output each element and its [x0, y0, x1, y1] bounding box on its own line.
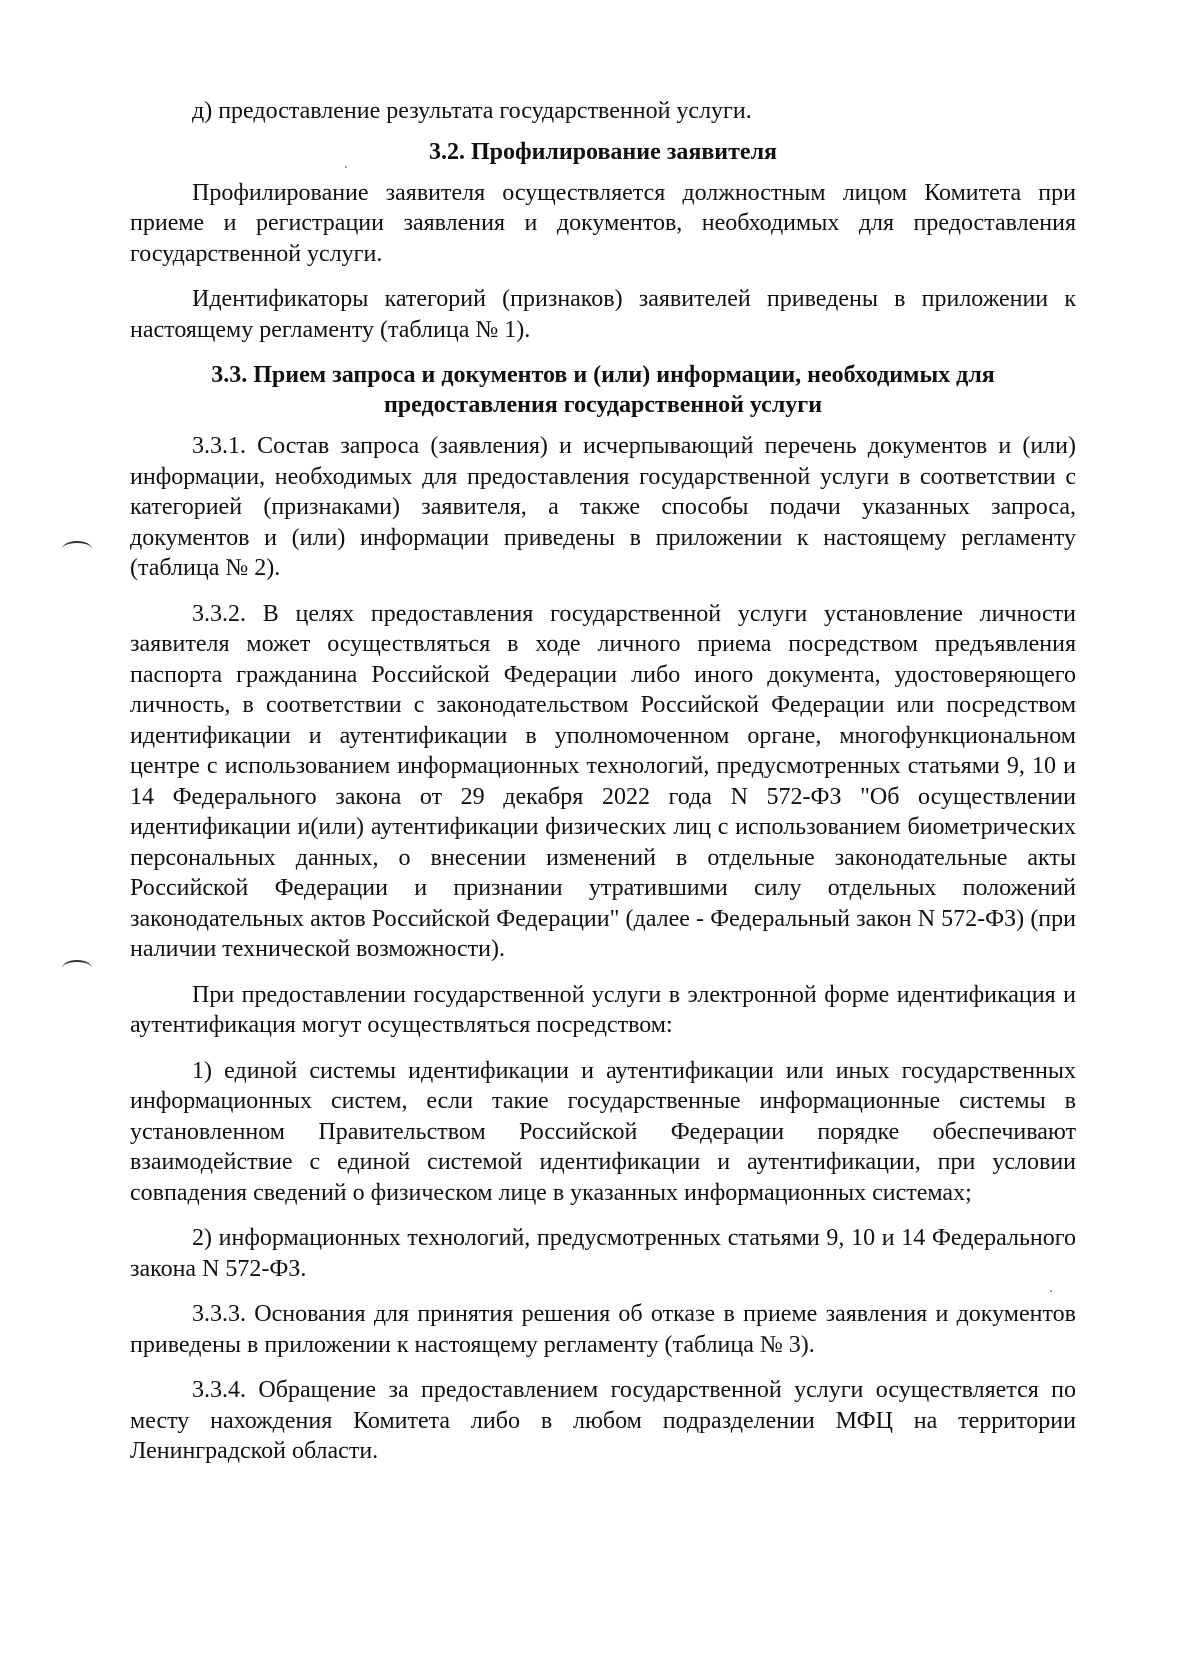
paragraph-3-2-profiling: Профилирование заявителя осуществляется должностным лицом Комитета при приеме и регистрации заявления и документов, необходимых для предоставления государственной услуги. [130, 179, 1076, 267]
paragraph-3-3-3: 3.3.3. Основания для принятия решения об отказе в приеме заявления и документов приведены в приложении к настоящему регламенту (таблица № 3). [130, 1301, 1076, 1358]
paragraph-3-3-2: 3.3.2. В целях предоставления государственной услуги установление личности заявителя может осуществляться в ходе личного приема посредством предъявления паспорта гражданина Российской Федерации либо иного документа, удостоверяющего личность, в соответствии с законодательством Российской Федерации или посредством идентификации и аутентификации в уполномоченном органе, многофункциональном центре с использованием информационных технологий, предусмотренных статьями 9, 10 и 14 Федерального закона от 29 декабря 2022 года N 572-ФЗ "Об осуществлении идентификации и(или) аутентификации физических лиц с использованием биометрических персональных данных, о внесении изменений в отдельные законодательные акты Российской Федерации и признании утратившими силу отдельных положений законодательных актов Российской Федерации" (далее - Федеральный закон N 572-ФЗ) (при наличии технической возможности). [130, 600, 1076, 962]
paragraph-electronic-form: При предоставлении государственной услуги в электронной форме идентификация и аутентификация могут осуществляться посредством: [130, 981, 1076, 1038]
list-item-2: 2) информационных технологий, предусмотренных статьями 9, 10 и 14 Федерального закона N 572-ФЗ. [130, 1225, 1076, 1282]
list-item-1: 1) единой системы идентификации и аутентификации или иных государственных информационных систем, если такие государственные информационные системы в установленном Правительством Российской Федерации порядке обеспечивают взаимодействие с единой системой идентификации и аутентификации, при условии совпадения сведений о физическом лице в указанных информационных системах; [130, 1057, 1076, 1206]
heading-3-3: 3.3. Прием запроса и документов и (или) информации, необходимых для предоставления государственной услуги [211, 362, 995, 418]
paragraph-3-3-4: 3.3.4. Обращение за предоставлением государственной услуги осуществляется по месту нахождения Комитета либо в любом подразделении МФЦ на территории Ленинградской области. [130, 1377, 1076, 1464]
scan-mark [62, 541, 92, 557]
heading-3-2: 3.2. Профилирование заявителя [428, 138, 778, 165]
scan-mark [62, 960, 92, 976]
paragraph-3-2-identifiers: Идентификаторы категорий (признаков) заявителей приведены в приложении к настоящему регламенту (таблица № 1). [130, 286, 1076, 343]
paragraph-3-3-1: 3.3.1. Состав запроса (заявления) и исчерпывающий перечень документов и (или) информации, необходимых для предоставления государственной услуги в соответствии с категорией (признаками) заявителя, а также способы подачи указанных запроса, документов и (или) информации приведены в приложении к настоящему регламенту (таблица № 2). [130, 433, 1076, 581]
paragraph-result-delivery: д) предоставление результата государственной услуги. [192, 98, 752, 124]
document-body [130, 96, 1076, 1482]
